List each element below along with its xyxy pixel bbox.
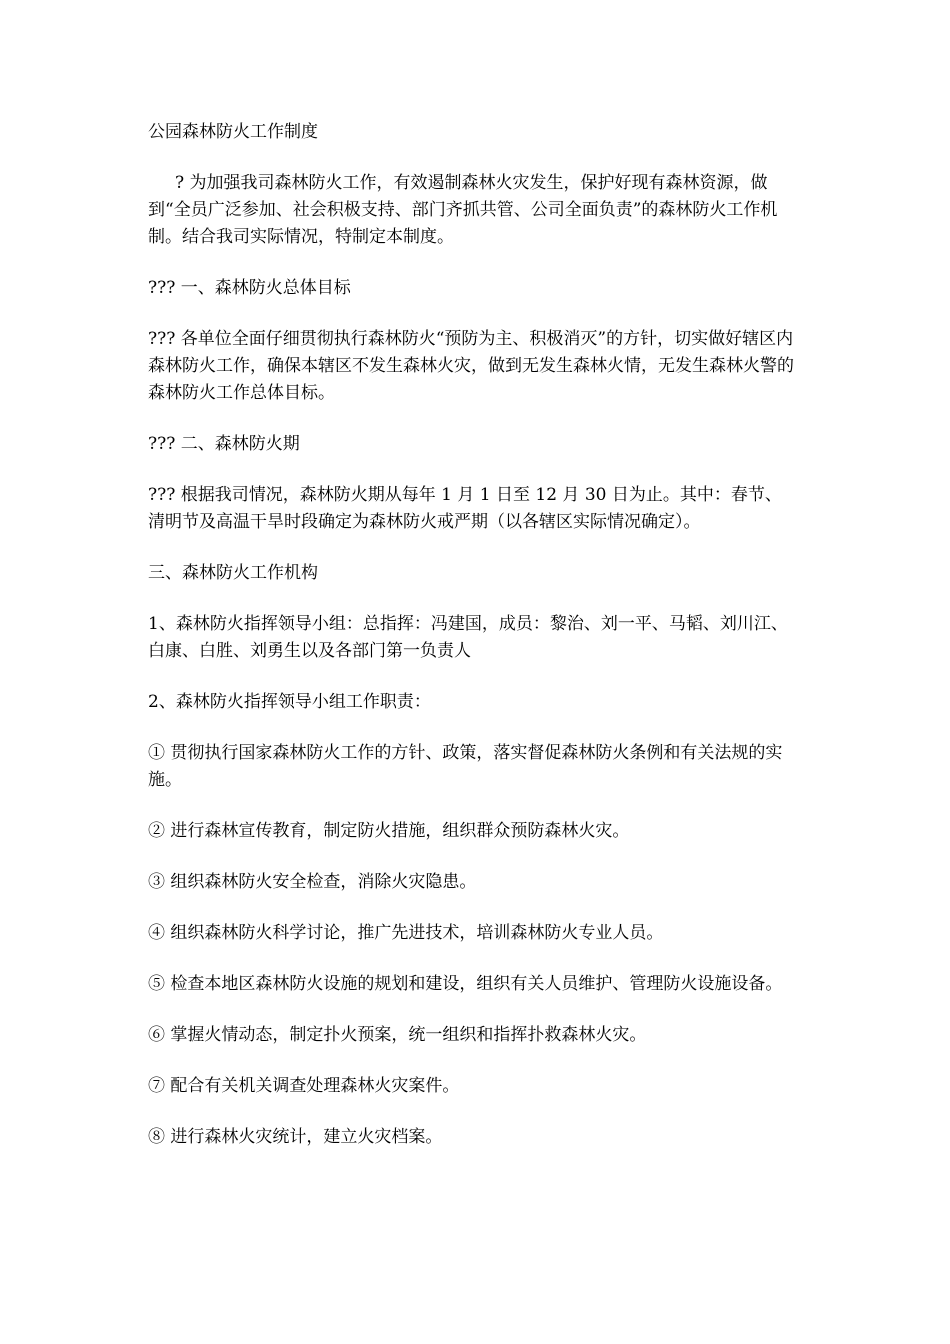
section-body-2: ??? 根据我司情况，森林防火期从每年 1 月 1 日至 12 月 30 日为止。其中：春节、清明节及高温干旱时段确定为森林防火戒严期（以各辖区实际情况确定）。: [148, 485, 782, 532]
duty-item-3: ③ 组织森林防火安全检查，消除火灾隐患。: [148, 872, 477, 892]
section-heading-2: ??? 二、森林防火期: [148, 434, 300, 454]
intro-paragraph: ? 为加强我司森林防火工作，有效遏制森林火灾发生，保护好现有森林资源，做到“全员广泛参加、社会积极支持、部门齐抓共管、公司全面负责”的森林防火工作机制。结合我司实际情况，特制定本制度。: [148, 173, 778, 247]
duty-item-5: ⑤ 检查本地区森林防火设施的规划和建设，组织有关人员维护、管理防火设施设备。: [148, 974, 783, 994]
section-body-1: ??? 各单位全面仔细贯彻执行森林防火“预防为主、积极消灭”的方针，切实做好辖区内森林防火工作，确保本辖区不发生森林火灾，做到无发生森林火情，无发生森林火警的森林防火工作总体目标。: [148, 329, 794, 403]
duty-item-2: ② 进行森林宣传教育，制定防火措施，组织群众预防森林火灾。: [148, 821, 630, 841]
document-title: 公园森林防火工作制度: [148, 122, 318, 142]
document-body: [148, 119, 798, 1175]
command-group-members: 1、森林防火指挥领导小组：总指挥：冯建国，成员：黎治、刘一平、马韬、刘川江、白康、白胜、刘勇生以及各部门第一负责人: [148, 614, 788, 661]
duty-item-1: ① 贯彻执行国家森林防火工作的方针、政策，落实督促森林防火条例和有关法规的实施。: [148, 743, 783, 790]
duty-item-7: ⑦ 配合有关机关调查处理森林火灾案件。: [148, 1076, 460, 1096]
duty-item-4: ④ 组织森林防火科学讨论，推广先进技术，培训森林防火专业人员。: [148, 923, 664, 943]
duty-item-8: ⑧ 进行森林火灾统计，建立火灾档案。: [148, 1127, 443, 1147]
duty-item-6: ⑥ 掌握火情动态，制定扑火预案，统一组织和指挥扑救森林火灾。: [148, 1025, 647, 1045]
section-heading-3: 三、森林防火工作机构: [148, 563, 318, 583]
command-group-duties-heading: 2、森林防火指挥领导小组工作职责：: [148, 692, 431, 712]
section-heading-1: ??? 一、森林防火总体目标: [148, 278, 351, 298]
